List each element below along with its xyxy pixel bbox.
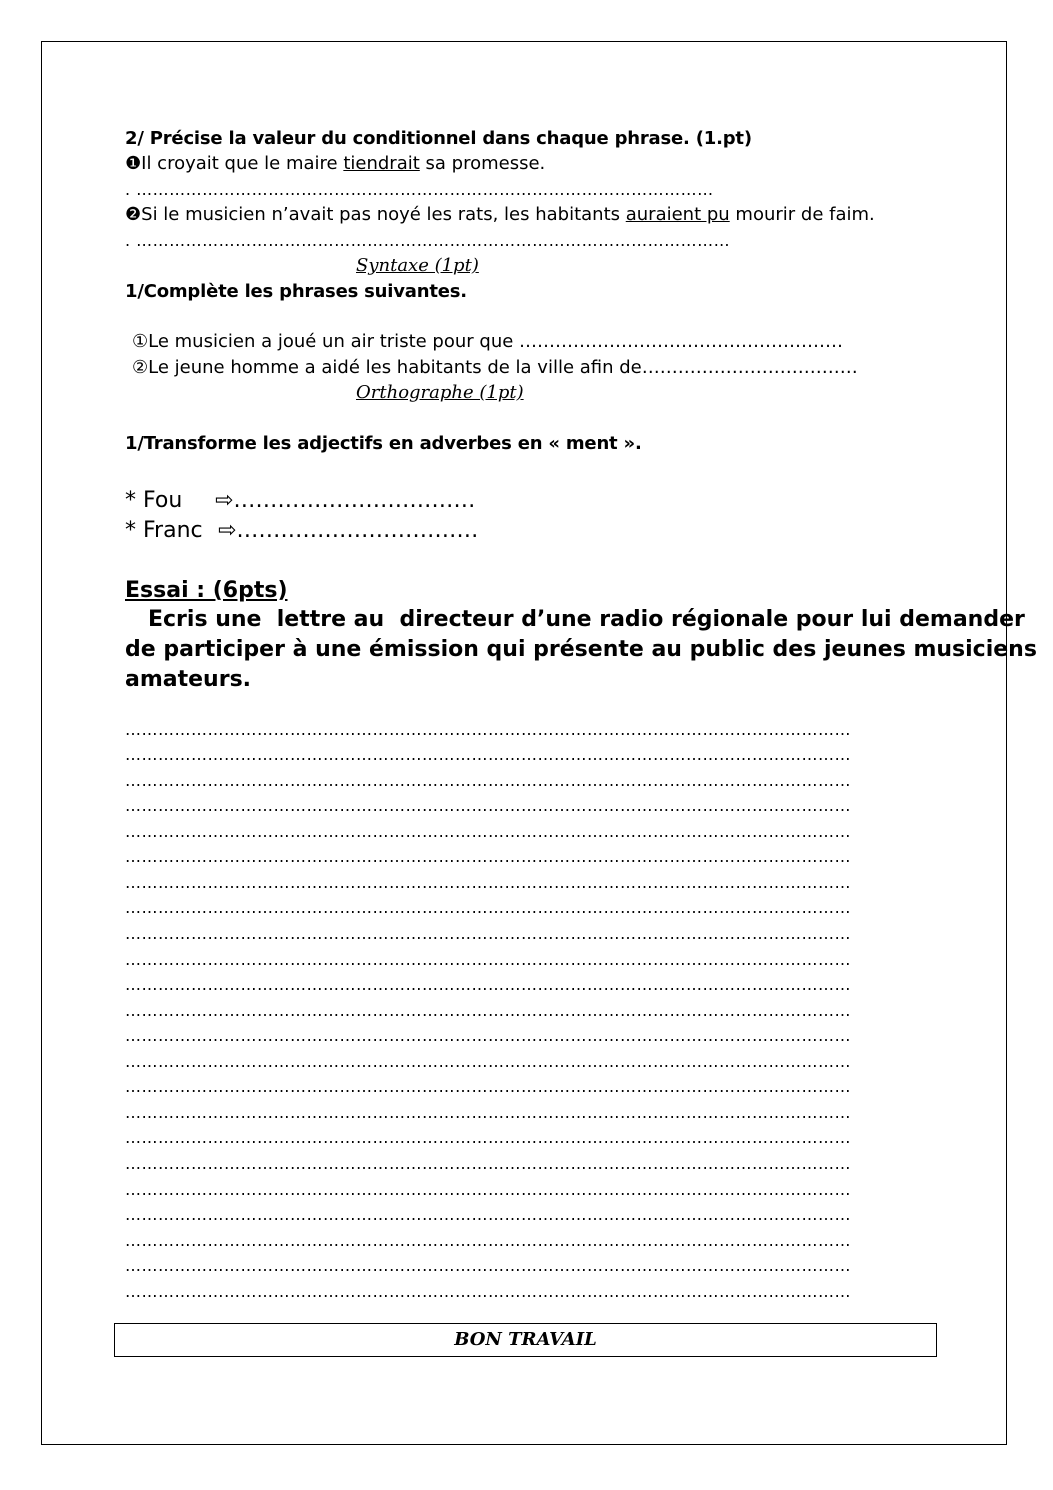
section-heading-orthographe: Orthographe (1pt) [356, 382, 524, 403]
underlined-verb-1: tiendrait [343, 153, 420, 174]
essay-line[interactable]: …………………………………………………………………………………………………………………… [125, 720, 851, 739]
conditional-item-1: ❶Il croyait que le maire tiendrait sa promesse. [125, 153, 546, 174]
essay-line[interactable]: …………………………………………………………………………………………………………………… [125, 1077, 851, 1096]
adverb-answer-fou[interactable]: ⇨…………………………… [215, 488, 476, 513]
adverb-answer-franc[interactable]: ⇨…………………………… [218, 518, 479, 543]
essai-prompt-line-3: amateurs. [125, 667, 252, 692]
essay-line[interactable]: …………………………………………………………………………………………………………………… [125, 1052, 851, 1071]
essay-line[interactable]: …………………………………………………………………………………………………………………… [125, 1001, 851, 1020]
essay-line[interactable]: …………………………………………………………………………………………………………………… [125, 745, 851, 764]
essay-line[interactable]: …………………………………………………………………………………………………………………… [125, 950, 851, 969]
answer-line-2[interactable]: . ……………………………………………………………………………………………… [125, 231, 731, 250]
adjective-franc: * Franc [125, 518, 203, 543]
essay-line[interactable]: …………………………………………………………………………………………………………………… [125, 1231, 851, 1250]
essay-line[interactable]: …………………………………………………………………………………………………………………… [125, 1282, 851, 1301]
essay-line[interactable]: …………………………………………………………………………………………………………………… [125, 771, 851, 790]
essai-prompt-line-1: Ecris une lettre au directeur d’une radio régionale pour lui demander [125, 607, 1025, 632]
essay-line[interactable]: …………………………………………………………………………………………………………………… [125, 1026, 851, 1045]
essay-line[interactable]: …………………………………………………………………………………………………………………… [125, 873, 851, 892]
essay-line[interactable]: …………………………………………………………………………………………………………………… [125, 1103, 851, 1122]
bullet-2: ❷ [125, 204, 142, 225]
question-conditional-title: 2/ Précise la valeur du conditionnel dans chaque phrase. (1.pt) [125, 128, 752, 149]
essay-line[interactable]: …………………………………………………………………………………………………………………… [125, 1180, 851, 1199]
syntaxe-item-2[interactable]: ②Le jeune homme a aidé les habitants de la ville afin de……………………………… [132, 357, 858, 378]
footer-text: BON TRAVAIL [454, 1329, 597, 1350]
essay-line[interactable]: …………………………………………………………………………………………………………………… [125, 1205, 851, 1224]
essay-line[interactable]: …………………………………………………………………………………………………………………… [125, 847, 851, 866]
adjective-fou: * Fou [125, 488, 183, 513]
essay-line[interactable]: …………………………………………………………………………………………………………………… [125, 898, 851, 917]
essay-line[interactable]: …………………………………………………………………………………………………………………… [125, 975, 851, 994]
syntaxe-item-1[interactable]: ①Le musicien a joué un air triste pour que ……………………………………………… [132, 331, 844, 352]
essai-prompt-line-2: de participer à une émission qui présente au public des jeunes musiciens [125, 637, 1037, 662]
essay-line[interactable]: …………………………………………………………………………………………………………………… [125, 1256, 851, 1275]
bullet-1: ❶ [125, 153, 142, 174]
orthographe-title: 1/Transforme les adjectifs en adverbes en « ment ». [125, 433, 642, 454]
footer-box [114, 1323, 937, 1357]
syntaxe-title: 1/Complète les phrases suivantes. [125, 281, 467, 302]
underlined-verb-2: auraient pu [625, 204, 730, 225]
essay-line[interactable]: …………………………………………………………………………………………………………………… [125, 924, 851, 943]
essay-line[interactable]: …………………………………………………………………………………………………………………… [125, 1154, 851, 1173]
essay-line[interactable]: …………………………………………………………………………………………………………………… [125, 822, 851, 841]
answer-line-1[interactable]: . …………………………………………………………………………………………… [125, 180, 714, 199]
essay-line[interactable]: …………………………………………………………………………………………………………………… [125, 796, 851, 815]
essay-line[interactable]: …………………………………………………………………………………………………………………… [125, 1128, 851, 1147]
conditional-item-2: ❷Si le musicien n’avait pas noyé les rats, les habitants auraient pu mourir de faim. [125, 204, 875, 225]
essai-heading: Essai : (6pts) [125, 578, 288, 603]
section-heading-syntaxe: Syntaxe (1pt) [356, 255, 479, 276]
